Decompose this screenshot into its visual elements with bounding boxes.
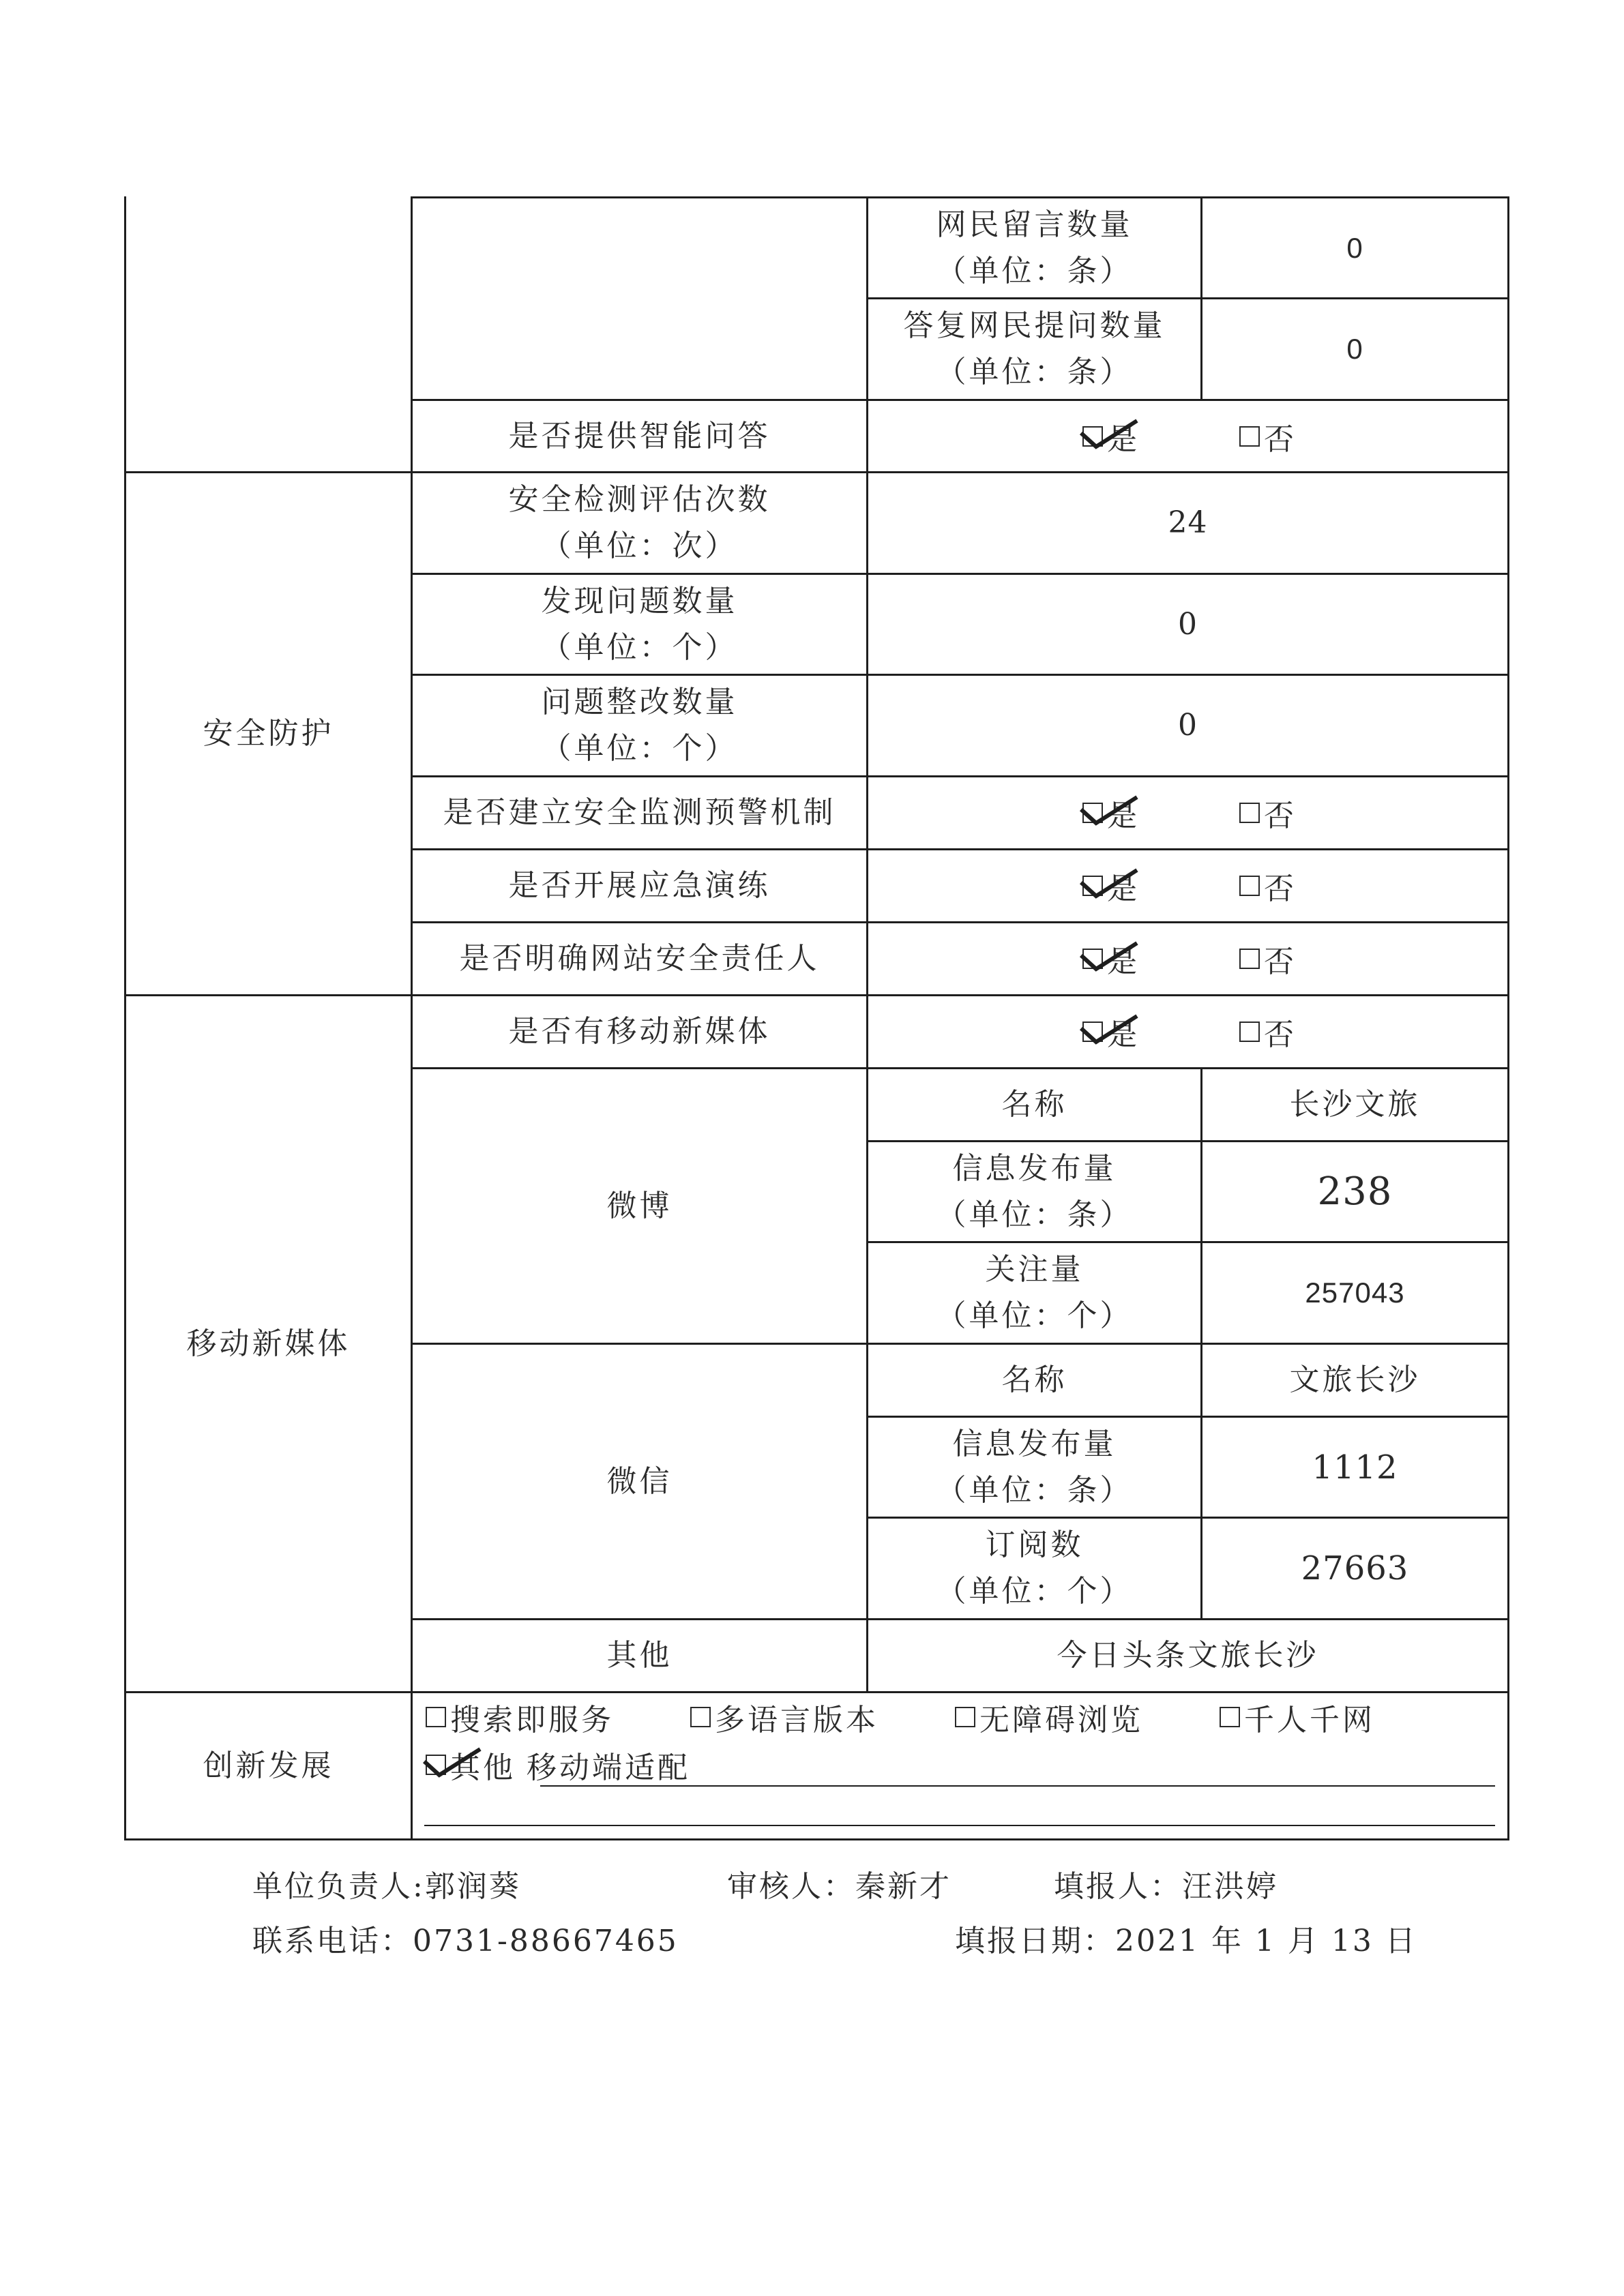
- fill-date: 填报日期：2021 年 1 月 13 日: [955, 1924, 1417, 1958]
- owner-label: 是否明确网站安全责任人: [459, 941, 820, 976]
- weibo-name-label: 名称: [1001, 1087, 1067, 1122]
- security-section-label: 安全防护: [203, 716, 334, 751]
- checkbox-icon: [1239, 426, 1260, 447]
- assessment-count-value: 24: [1168, 505, 1208, 540]
- wechat-subs-value: 27663: [1301, 1549, 1409, 1587]
- comment-count-value: 0: [1346, 231, 1363, 264]
- drill-label: 是否开展应急演练: [508, 868, 771, 903]
- smart-qa-yes[interactable]: 是: [1082, 401, 1140, 471]
- drill-yes[interactable]: 是: [1082, 850, 1140, 921]
- weibo-name-value: 长沙文旅: [1289, 1087, 1421, 1122]
- wechat-name-label: 名称: [1001, 1362, 1067, 1397]
- has-media-no[interactable]: 否: [1239, 996, 1297, 1067]
- monitoring-no[interactable]: 否: [1239, 777, 1297, 848]
- other-media-value: 今日头条文旅长沙: [1057, 1638, 1319, 1673]
- problems-found-value: 0: [1178, 606, 1198, 642]
- weibo-followers-label: 关注量 （单位：个）: [936, 1252, 1133, 1333]
- has-media-label: 是否有移动新媒体: [508, 1014, 771, 1049]
- checkbox-icon: [426, 1707, 446, 1727]
- wechat-posts-label: 信息发布量 （单位：条）: [936, 1426, 1133, 1508]
- reply-count-value: 0: [1346, 333, 1363, 365]
- innovation-section-label: 创新发展: [203, 1748, 334, 1783]
- problems-fixed-value: 0: [1178, 708, 1198, 743]
- reviewer: 审核人：秦新才: [727, 1869, 951, 1904]
- option-accessibility[interactable]: 无障碍浏览: [955, 1697, 1143, 1738]
- smart-qa-no[interactable]: 否: [1239, 401, 1297, 471]
- option-multilingual[interactable]: 多语言版本: [690, 1697, 879, 1738]
- checkbox-icon: [690, 1707, 711, 1727]
- assessment-count-label: 安全检测评估次数 （单位：次）: [508, 482, 771, 563]
- problems-found-label: 发现问题数量 （单位：个）: [541, 583, 738, 665]
- reply-count-label: 答复网民提问数量 （单位：条）: [903, 308, 1166, 389]
- wechat-subs-label: 订阅数 （单位：个）: [936, 1527, 1133, 1609]
- checkbox-icon: [955, 1707, 975, 1727]
- wechat-label: 微信: [606, 1463, 673, 1499]
- monitoring-yes[interactable]: 是: [1082, 777, 1140, 848]
- report-table: [124, 196, 1509, 1840]
- blank-underline: [424, 1825, 1495, 1826]
- monitoring-label: 是否建立安全监测预警机制: [443, 795, 836, 830]
- other-underline: [540, 1785, 1495, 1787]
- option-other-value: 移动端适配: [527, 1750, 690, 1785]
- option-other[interactable]: 其他 移动端适配: [426, 1744, 690, 1785]
- wechat-posts-value: 1112: [1312, 1448, 1398, 1487]
- checkbox-icon: [1239, 949, 1260, 969]
- contact-phone: 联系电话：0731-88667465: [252, 1924, 679, 1958]
- option-personalized[interactable]: 千人千网: [1220, 1697, 1375, 1738]
- checkbox-icon: [1239, 803, 1260, 823]
- filler: 填报人：汪洪婷: [1054, 1869, 1278, 1904]
- unit-head: 单位负责人:郭润葵: [252, 1869, 521, 1904]
- wechat-name-value: 文旅长沙: [1289, 1362, 1421, 1397]
- weibo-followers-value: 257043: [1305, 1277, 1405, 1309]
- checkbox-icon: [1220, 1707, 1240, 1727]
- weibo-label: 微博: [606, 1188, 673, 1223]
- owner-no[interactable]: 否: [1239, 923, 1297, 994]
- comment-count-label: 网民留言数量 （单位：条）: [936, 207, 1133, 288]
- owner-yes[interactable]: 是: [1082, 923, 1140, 994]
- other-media-label: 其他: [606, 1638, 673, 1673]
- weibo-posts-label: 信息发布量 （单位：条）: [936, 1150, 1133, 1232]
- checkbox-icon: [1239, 1022, 1260, 1042]
- option-search-service[interactable]: 搜索即服务: [426, 1697, 614, 1738]
- drill-no[interactable]: 否: [1239, 850, 1297, 921]
- has-media-yes[interactable]: 是: [1082, 996, 1140, 1067]
- weibo-posts-value: 238: [1317, 1169, 1393, 1214]
- problems-fixed-label: 问题整改数量 （单位：个）: [541, 685, 738, 766]
- smart-qa-label: 是否提供智能问答: [508, 418, 771, 453]
- checkbox-icon: [1239, 876, 1260, 896]
- mobile-section-label: 移动新媒体: [186, 1326, 351, 1361]
